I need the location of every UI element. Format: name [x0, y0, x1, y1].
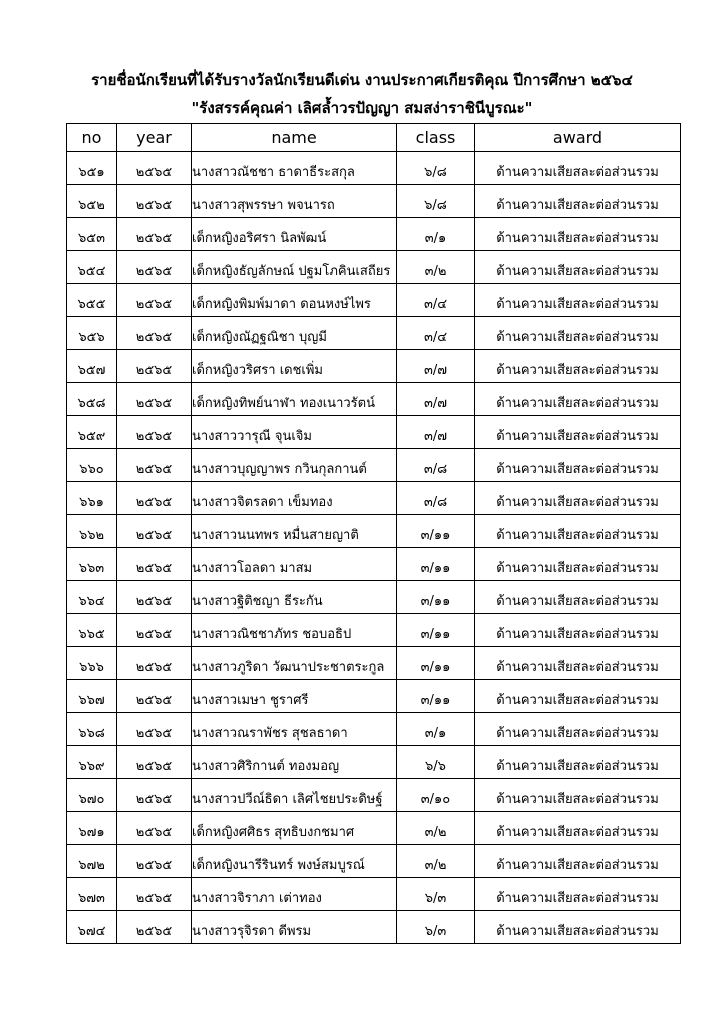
cell-class: ๓/๒	[397, 251, 475, 284]
cell-year: ๒๕๖๕	[117, 713, 192, 746]
cell-year: ๒๕๖๕	[117, 779, 192, 812]
cell-name: นางสาวจิตรลดา เข็มทอง	[192, 482, 397, 515]
cell-class: ๓/๑๑	[397, 548, 475, 581]
cell-class: ๓/๗	[397, 416, 475, 449]
cell-class: ๖/๘	[397, 185, 475, 218]
cell-no: ๖๖๕	[67, 614, 117, 647]
cell-name: เด็กหญิงพิมพ์มาดา ดอนหงษ์ไพร	[192, 284, 397, 317]
column-header-award: award	[475, 124, 681, 152]
cell-year: ๒๕๖๕	[117, 383, 192, 416]
cell-class: ๖/๓	[397, 878, 475, 911]
cell-name: เด็กหญิงอริศรา นิลพัฒน์	[192, 218, 397, 251]
table-row	[67, 713, 681, 746]
cell-name: นางสาวสุพรรษา พจนารถ	[192, 185, 397, 218]
cell-award: ด้านความเสียสละต่อส่วนรวม	[475, 746, 681, 779]
cell-name: นางสาวณัชชา ธาดาธีระสกุล	[192, 152, 397, 185]
cell-class: ๓/๗	[397, 383, 475, 416]
cell-award: ด้านความเสียสละต่อส่วนรวม	[475, 350, 681, 383]
cell-year: ๒๕๖๕	[117, 317, 192, 350]
cell-year: ๒๕๖๕	[117, 911, 192, 944]
cell-class: ๓/๑๑	[397, 515, 475, 548]
cell-name: นางสาวปวีณ์ธิดา เลิศไชยประดิษฐ์	[192, 779, 397, 812]
cell-award: ด้านความเสียสละต่อส่วนรวม	[475, 812, 681, 845]
cell-year: ๒๕๖๕	[117, 416, 192, 449]
cell-award: ด้านความเสียสละต่อส่วนรวม	[475, 152, 681, 185]
cell-name: นางสาวนนทพร หมื่นสายญาติ	[192, 515, 397, 548]
cell-no: ๖๖๑	[67, 482, 117, 515]
document-subtitle: "รังสรรค์คุณค่า เลิศล้ำวรปัญญา สมสง่าราชินีบูรณะ"	[191, 99, 533, 117]
cell-class: ๓/๗	[397, 350, 475, 383]
cell-class: ๓/๑๑	[397, 680, 475, 713]
cell-year: ๒๕๖๕	[117, 251, 192, 284]
cell-year: ๒๕๖๕	[117, 515, 192, 548]
cell-award: ด้านความเสียสละต่อส่วนรวม	[475, 581, 681, 614]
column-header-no: no	[67, 124, 117, 152]
table-row	[67, 218, 681, 251]
cell-class: ๖/๓	[397, 911, 475, 944]
cell-name: นางสาวภูริดา วัฒนาประชาตระกูล	[192, 647, 397, 680]
cell-award: ด้านความเสียสละต่อส่วนรวม	[475, 515, 681, 548]
cell-name: นางสาวจิราภา เต่าทอง	[192, 878, 397, 911]
cell-name: นางสาวศิริกานต์ ทองมอญ	[192, 746, 397, 779]
cell-name: เด็กหญิงธัญลักษณ์ ปฐมโภคินเสถียร	[192, 251, 397, 284]
cell-class: ๓/๑	[397, 713, 475, 746]
table-row	[67, 779, 681, 812]
cell-award: ด้านความเสียสละต่อส่วนรวม	[475, 449, 681, 482]
cell-class: ๓/๑	[397, 218, 475, 251]
cell-class: ๓/๒	[397, 812, 475, 845]
cell-no: ๖๕๕	[67, 284, 117, 317]
cell-name: นางสาวบุญญาพร กวินกุลกานต์	[192, 449, 397, 482]
cell-award: ด้านความเสียสละต่อส่วนรวม	[475, 779, 681, 812]
cell-name: เด็กหญิงณัฏฐณิชา บุญมี	[192, 317, 397, 350]
cell-award: ด้านความเสียสละต่อส่วนรวม	[475, 317, 681, 350]
table-row	[67, 680, 681, 713]
cell-no: ๖๗๔	[67, 911, 117, 944]
column-header-year: year	[117, 124, 192, 152]
cell-no: ๖๕๒	[67, 185, 117, 218]
cell-year: ๒๕๖๕	[117, 350, 192, 383]
table-row	[67, 383, 681, 416]
cell-class: ๓/๔	[397, 284, 475, 317]
table-row	[67, 548, 681, 581]
cell-year: ๒๕๖๕	[117, 185, 192, 218]
table-row	[67, 416, 681, 449]
cell-year: ๒๕๖๕	[117, 845, 192, 878]
cell-no: ๖๗๐	[67, 779, 117, 812]
cell-class: ๓/๘	[397, 449, 475, 482]
cell-year: ๒๕๖๕	[117, 746, 192, 779]
cell-no: ๖๕๔	[67, 251, 117, 284]
cell-year: ๒๕๖๕	[117, 647, 192, 680]
table-row	[67, 284, 681, 317]
cell-class: ๖/๖	[397, 746, 475, 779]
table-row	[67, 350, 681, 383]
column-header-name: name	[192, 124, 397, 152]
cell-year: ๒๕๖๕	[117, 449, 192, 482]
cell-year: ๒๕๖๕	[117, 152, 192, 185]
cell-name: นางสาววารุณี จุนเจิม	[192, 416, 397, 449]
cell-no: ๖๖๐	[67, 449, 117, 482]
cell-class: ๓/๘	[397, 482, 475, 515]
cell-no: ๖๖๖	[67, 647, 117, 680]
cell-award: ด้านความเสียสละต่อส่วนรวม	[475, 284, 681, 317]
table-row	[67, 812, 681, 845]
cell-name: นางสาวณิชชาภัทร ชอบอธิป	[192, 614, 397, 647]
cell-no: ๖๗๓	[67, 878, 117, 911]
table-header-row	[67, 124, 681, 152]
cell-no: ๖๖๔	[67, 581, 117, 614]
cell-no: ๖๖๙	[67, 746, 117, 779]
cell-year: ๒๕๖๕	[117, 680, 192, 713]
cell-year: ๒๕๖๕	[117, 878, 192, 911]
table-body	[67, 152, 681, 944]
cell-award: ด้านความเสียสละต่อส่วนรวม	[475, 680, 681, 713]
cell-name: นางสาวเมษา ชูราศรี	[192, 680, 397, 713]
cell-no: ๖๕๓	[67, 218, 117, 251]
cell-name: นางสาวโอลดา มาสม	[192, 548, 397, 581]
table-row	[67, 449, 681, 482]
table-row	[67, 614, 681, 647]
cell-year: ๒๕๖๕	[117, 482, 192, 515]
cell-award: ด้านความเสียสละต่อส่วนรวม	[475, 383, 681, 416]
cell-name: นางสาวฐิติชญา ธีระกัน	[192, 581, 397, 614]
cell-class: ๓/๑๑	[397, 647, 475, 680]
cell-name: เด็กหญิงวริศรา เดชเพิ่ม	[192, 350, 397, 383]
cell-class: ๓/๑๐	[397, 779, 475, 812]
cell-award: ด้านความเสียสละต่อส่วนรวม	[475, 713, 681, 746]
cell-name: เด็กหญิงทิพย์นาฬา ทองเนาวรัตน์	[192, 383, 397, 416]
cell-class: ๓/๒	[397, 845, 475, 878]
cell-name: เด็กหญิงศศิธร สุทธิบงกชมาศ	[192, 812, 397, 845]
table-row	[67, 911, 681, 944]
cell-no: ๖๕๖	[67, 317, 117, 350]
cell-class: ๖/๘	[397, 152, 475, 185]
table-row	[67, 647, 681, 680]
table-row	[67, 482, 681, 515]
table-row	[67, 317, 681, 350]
cell-award: ด้านความเสียสละต่อส่วนรวม	[475, 218, 681, 251]
cell-no: ๖๕๘	[67, 383, 117, 416]
document-title: รายชื่อนักเรียนที่ได้รับรางวัลนักเรียนดีเด่น งานประกาศเกียรติคุณ ปีการศึกษา ๒๕๖๔	[91, 71, 633, 89]
cell-name: นางสาวรุจิรดา ดีพรม	[192, 911, 397, 944]
cell-no: ๖๕๑	[67, 152, 117, 185]
cell-no: ๖๖๒	[67, 515, 117, 548]
cell-year: ๒๕๖๕	[117, 548, 192, 581]
cell-name: นางสาวณราพัชร สุชลธาดา	[192, 713, 397, 746]
cell-award: ด้านความเสียสละต่อส่วนรวม	[475, 482, 681, 515]
table-row	[67, 152, 681, 185]
table-row	[67, 746, 681, 779]
cell-award: ด้านความเสียสละต่อส่วนรวม	[475, 185, 681, 218]
cell-no: ๖๖๗	[67, 680, 117, 713]
cell-award: ด้านความเสียสละต่อส่วนรวม	[475, 911, 681, 944]
cell-year: ๒๕๖๕	[117, 812, 192, 845]
table-row	[67, 845, 681, 878]
cell-class: ๓/๔	[397, 317, 475, 350]
cell-award: ด้านความเสียสละต่อส่วนรวม	[475, 548, 681, 581]
cell-award: ด้านความเสียสละต่อส่วนรวม	[475, 251, 681, 284]
cell-award: ด้านความเสียสละต่อส่วนรวม	[475, 614, 681, 647]
column-header-class: class	[397, 124, 475, 152]
cell-name: เด็กหญิงนารีรินทร์ พงษ์สมบูรณ์	[192, 845, 397, 878]
cell-year: ๒๕๖๕	[117, 218, 192, 251]
cell-no: ๖๗๒	[67, 845, 117, 878]
table-row	[67, 581, 681, 614]
table-row	[67, 878, 681, 911]
award-table	[66, 123, 681, 944]
cell-award: ด้านความเสียสละต่อส่วนรวม	[475, 647, 681, 680]
cell-award: ด้านความเสียสละต่อส่วนรวม	[475, 878, 681, 911]
cell-year: ๒๕๖๕	[117, 614, 192, 647]
table-row	[67, 185, 681, 218]
cell-award: ด้านความเสียสละต่อส่วนรวม	[475, 416, 681, 449]
cell-class: ๓/๑๑	[397, 581, 475, 614]
cell-year: ๒๕๖๕	[117, 581, 192, 614]
cell-no: ๖๖๓	[67, 548, 117, 581]
cell-award: ด้านความเสียสละต่อส่วนรวม	[475, 845, 681, 878]
cell-no: ๖๖๘	[67, 713, 117, 746]
cell-no: ๖๗๑	[67, 812, 117, 845]
cell-no: ๖๕๗	[67, 350, 117, 383]
table-row	[67, 515, 681, 548]
cell-class: ๓/๑๑	[397, 614, 475, 647]
cell-year: ๒๕๖๕	[117, 284, 192, 317]
cell-no: ๖๕๙	[67, 416, 117, 449]
table-row	[67, 251, 681, 284]
